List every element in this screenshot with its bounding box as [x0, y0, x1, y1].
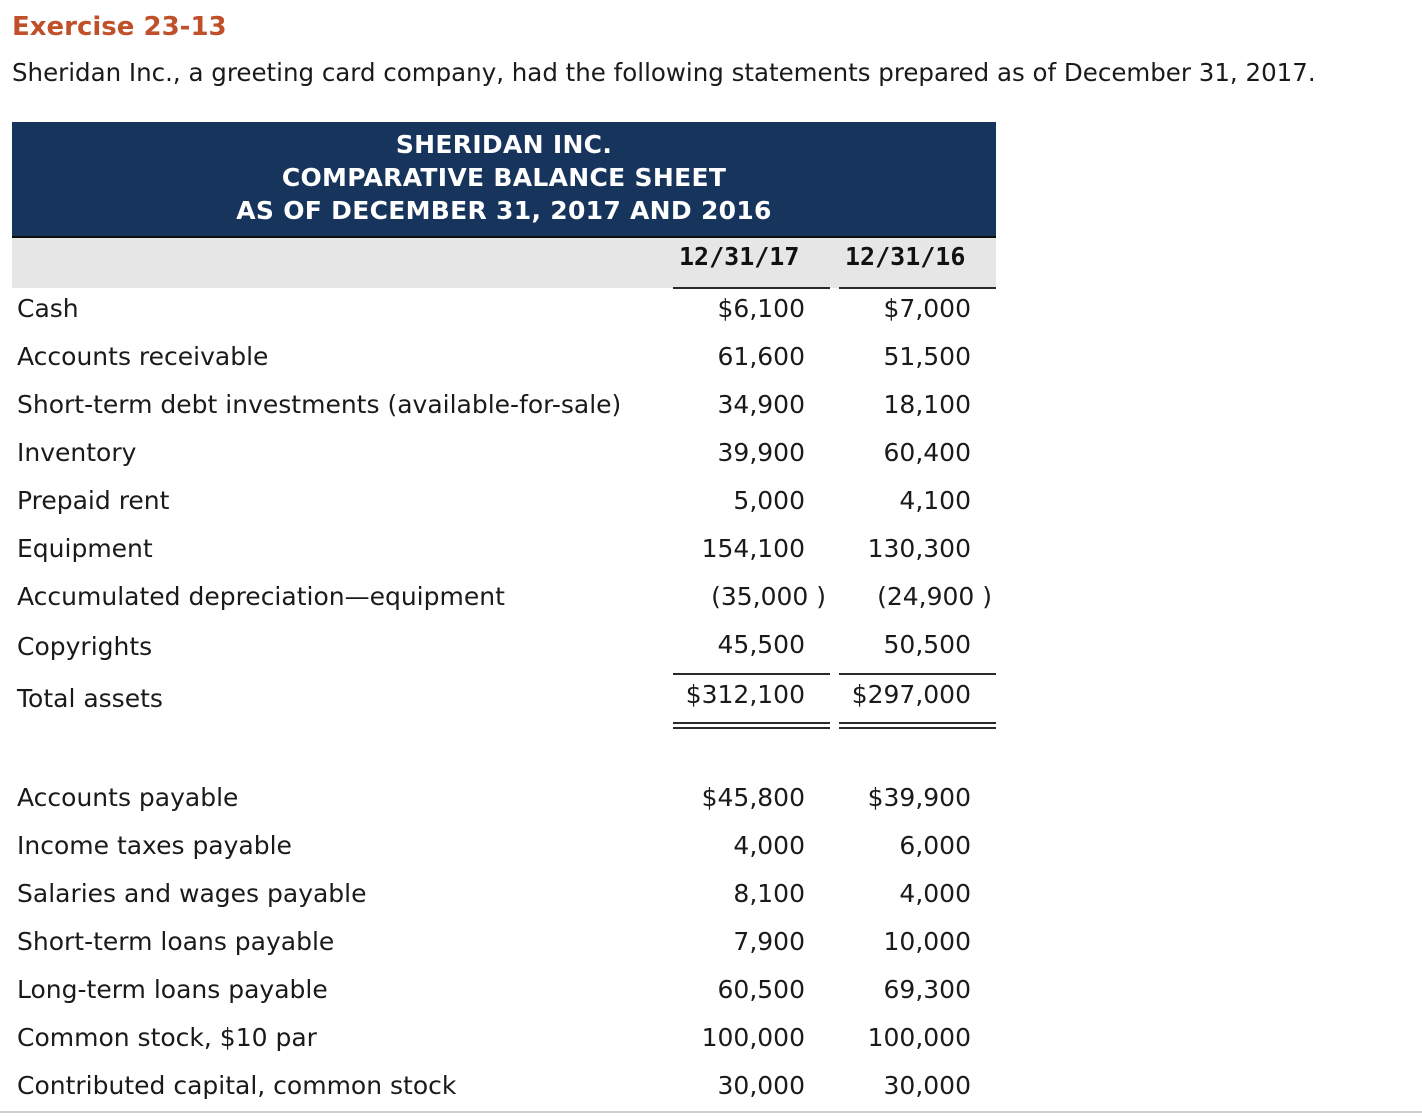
liability-value-2016: 6,000 [899, 831, 971, 860]
asset-label-short-term-debt-investments: Short-term debt investments (available-for-sale) [17, 390, 622, 419]
subtotal-underline-2017 [673, 673, 830, 675]
asset-value-2016: 60,400 [883, 438, 971, 467]
liability-label-accounts-payable: Accounts payable [17, 783, 239, 812]
total-assets-value-2016: $297,000 [851, 680, 971, 709]
asset-value-2017: 34,900 [717, 390, 805, 419]
asset-value-2017: 61,600 [717, 342, 805, 371]
asset-value-2016: $7,000 [883, 294, 971, 323]
liability-value-2016: $39,900 [867, 783, 971, 812]
liability-value-2016: 10,000 [883, 927, 971, 956]
asset-label-accumulated-depreciation: Accumulated depreciation—equipment [17, 582, 505, 611]
statement-header [12, 122, 996, 238]
liability-value-2017: 7,900 [733, 927, 805, 956]
liability-label-salaries-and-wages-payable: Salaries and wages payable [17, 879, 367, 908]
liability-value-2017: $45,800 [701, 783, 805, 812]
header-underline-2016 [839, 287, 996, 289]
liability-value-2017: 8,100 [733, 879, 805, 908]
equity-value-2017: 100,000 [701, 1023, 805, 1052]
bottom-divider [0, 1111, 1422, 1113]
total-double-underline-2017 [673, 722, 830, 729]
column-header-2016: 12/31/16 [845, 242, 966, 271]
subtotal-underline-2016 [839, 673, 996, 675]
asset-label-copyrights: Copyrights [17, 632, 153, 661]
asset-value-2017: (35,000 ) [711, 582, 826, 611]
asset-label-total-assets: Total assets [17, 684, 163, 713]
asset-value-2016: 4,100 [899, 486, 971, 515]
liability-value-2016: 69,300 [883, 975, 971, 1004]
liability-label-short-term-loans-payable: Short-term loans payable [17, 927, 335, 956]
statement-name: COMPARATIVE BALANCE SHEET [281, 163, 727, 192]
asset-label-inventory: Inventory [17, 438, 137, 467]
asset-value-2017: 5,000 [733, 486, 805, 515]
liability-value-2016: 4,000 [899, 879, 971, 908]
header-underline-2017 [673, 287, 830, 289]
column-header-2017: 12/31/17 [679, 242, 800, 271]
equity-label-common-stock: Common stock, $10 par [17, 1023, 317, 1052]
asset-value-2016: 130,300 [867, 534, 971, 563]
asset-label-cash: Cash [17, 294, 79, 323]
asset-label-accounts-receivable: Accounts receivable [17, 342, 269, 371]
exercise-title: Exercise 23-13 [12, 12, 227, 42]
intro-text: Sheridan Inc., a greeting card company, had the following statements prepared as of December 31, 2017. [12, 58, 1316, 87]
asset-value-2017: 39,900 [717, 438, 805, 467]
liability-value-2017: 4,000 [733, 831, 805, 860]
company-name: SHERIDAN INC. [395, 130, 613, 159]
asset-value-2016: 51,500 [883, 342, 971, 371]
liability-label-income-taxes-payable: Income taxes payable [17, 831, 292, 860]
asset-value-2016: (24,900 ) [877, 582, 992, 611]
asset-label-equipment: Equipment [17, 534, 153, 563]
asset-value-2017: 154,100 [701, 534, 805, 563]
asset-value-2017: $6,100 [717, 294, 805, 323]
total-double-underline-2016 [839, 722, 996, 729]
liability-value-2017: 60,500 [717, 975, 805, 1004]
equity-value-2017: 30,000 [717, 1071, 805, 1100]
equity-value-2016: 30,000 [883, 1071, 971, 1100]
statement-period: AS OF DECEMBER 31, 2017 AND 2016 [236, 196, 772, 225]
liability-label-long-term-loans-payable: Long-term loans payable [17, 975, 328, 1004]
asset-value-2016: 50,500 [883, 630, 971, 659]
equity-value-2016: 100,000 [867, 1023, 971, 1052]
asset-value-2016: 18,100 [883, 390, 971, 419]
total-assets-value-2017: $312,100 [685, 680, 805, 709]
equity-label-contributed-capital: Contributed capital, common stock [17, 1071, 457, 1100]
asset-value-2017: 45,500 [717, 630, 805, 659]
asset-label-prepaid-rent: Prepaid rent [17, 486, 170, 515]
